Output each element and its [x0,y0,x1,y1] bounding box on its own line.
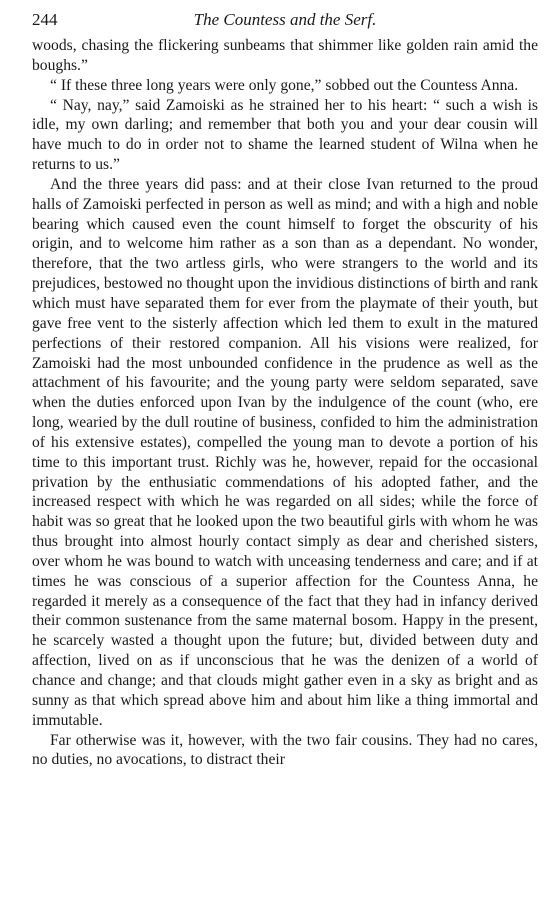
page-number: 244 [32,10,58,29]
page-header [32,6,538,36]
running-title: The Countess and the Serf. [193,10,377,29]
paragraph: woods, chasing the flickering sunbeams that shimmer like golden rain amid the boughs.” [32,37,538,74]
paragraph: “ Nay, nay,” said Zamoiski as he strained her to his heart: “ such a wish is idle, my own darling; and remember that both you and your dear cousin will have much to do in order not to shame the learned student of Wilna when he returns to us.” [32,96,538,174]
body-text [32,36,538,770]
paragraph: “ If these three long years were only gone,” sobbed out the Countess Anna. [50,76,519,94]
paragraph: Far otherwise was it, however, with the two fair cousins. They had no cares, no duties, no avocations, to distract their [32,731,538,769]
paragraph: And the three years did pass: and at their close Ivan returned to the proud halls of Zamoiski perfected in person as well as mind; and with a high and noble bearing which caused even the count himself to forget the obscurity of his origin, and to welcome him rather as a son than as a dependant. No wonder, therefore, that the two artless girls, who were strangers to the world and its prejudices, bestowed no thought upon the invidious distinctions of birth and rank which must have separated them for ever from the playmate of their youth, but gave free vent to the sisterly affection which led them to exult in the matured perfections of their restored companion. All his visions were realized, for Zamoiski had the most unbounded confidence in the prudence as well as the attachment of his favourite; and the young party were seldom separated, save when the duties enforced upon Ivan by the indulgence of the count (who, ere long, wearied by the dull routine of business, confided to him the administration of his extensive estates), compelled the young man to devote a portion of his time to this important trust. Richly was he, however, repaid for the occasional privation by the enthusiatic commendations of his adopted father, and the increased respect with which he was regarded on all sides; while the force of habit was so great that he looked upon the two beautiful girls with whom he was thus brought into almost hourly contact simply as dear and cherished sisters, over whom he was bound to watch with unceasing tenderness and care; and if at times he was conscious of a superior affection for the Countess Anna, he regarded it merely as a consequence of the fact that they had in infancy derived their common sustenance from the same maternal bosom. Happy in the present, he scarcely wasted a thought upon the future; but, divided between duty and affection, lived on as if unconscious that he was the denizen of a world of chance and change; and that clouds might gather even in a sky as bright and as sunny as that which spread above him and about him like a thing immortal and immutable. [32,175,538,729]
